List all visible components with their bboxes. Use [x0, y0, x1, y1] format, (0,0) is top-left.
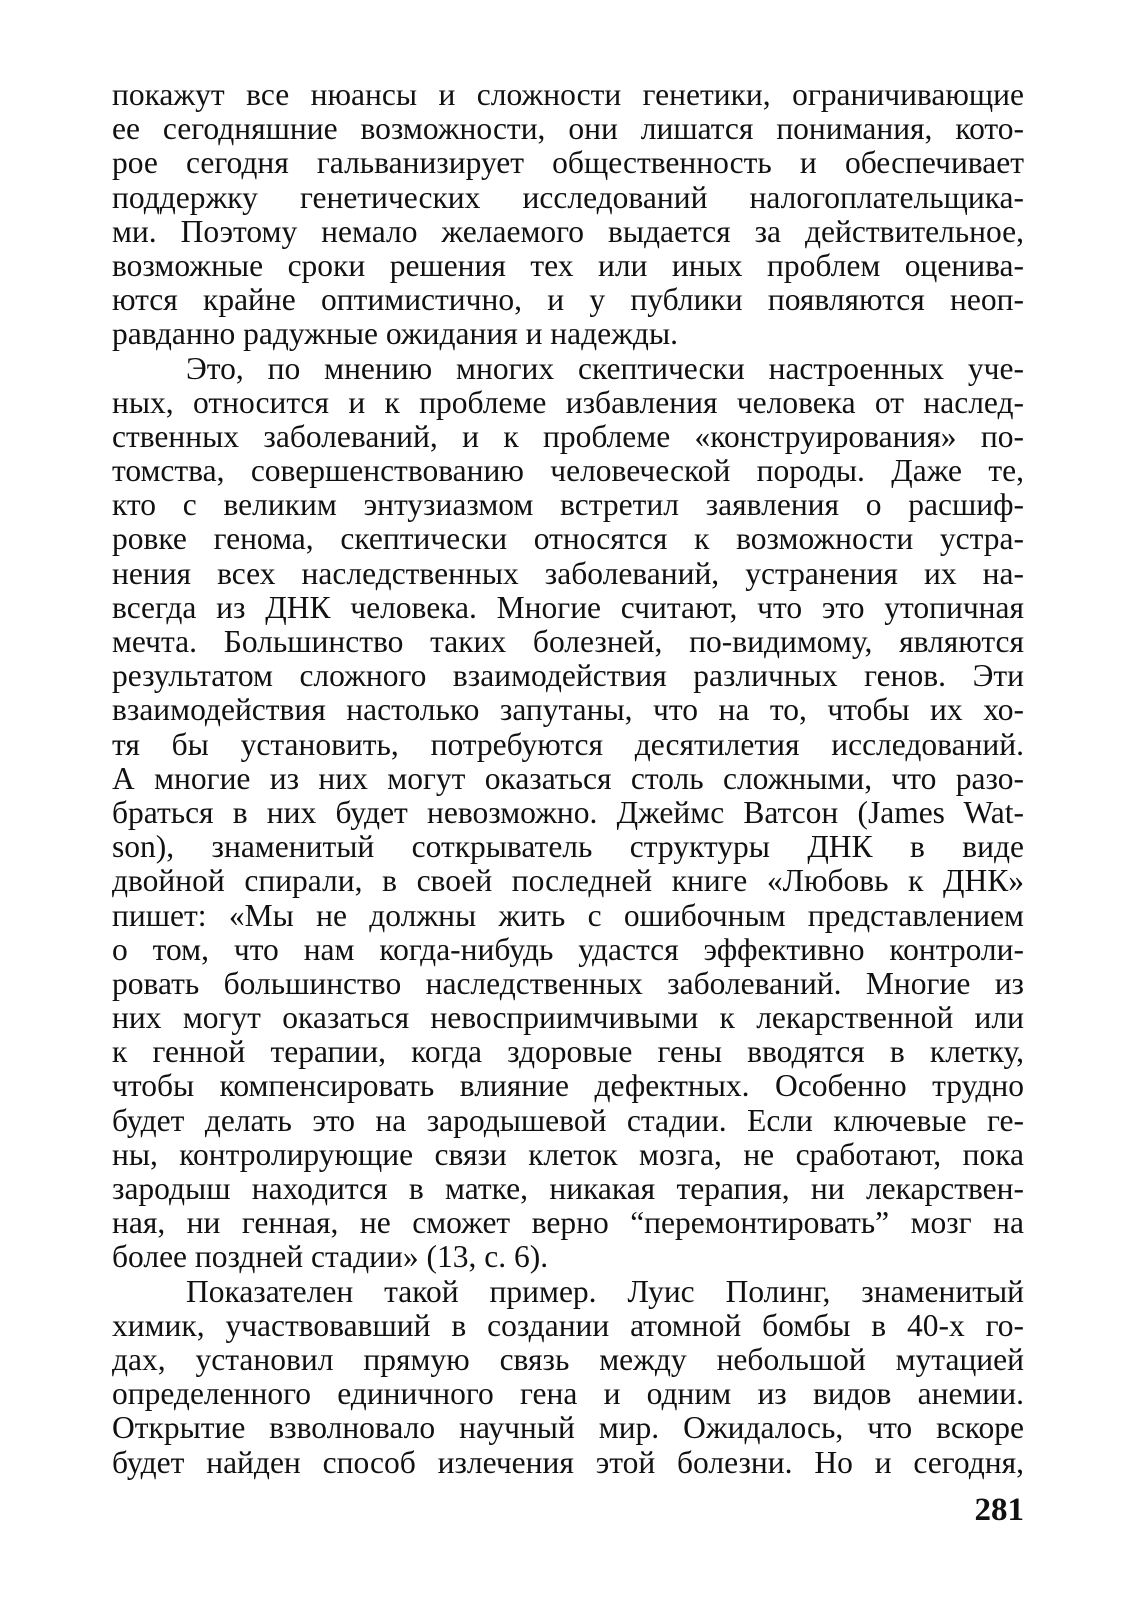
text-line: ных, относится и к проблеме избавления человека от наслед-: [112, 385, 1024, 420]
text-line: мечта. Большинство таких болезней, по-видимому, являются: [112, 625, 1024, 659]
text-line: них могут оказаться невосприимчивыми к лекарственной или: [112, 1001, 1024, 1036]
text-line: покажут все нюансы и сложности генетики, ограничивающие: [112, 78, 1024, 112]
text-line: ровке генома, скептически относятся к возможности устра-: [112, 522, 1024, 557]
text-line: чтобы компенсировать влияние дефектных. Особенно трудно: [112, 1069, 1024, 1104]
text-line: ная, ни генная, не сможет верно “перемонтировать” мозг на: [112, 1206, 1024, 1241]
text-line: ственных заболеваний, и к проблеме «конструирования» по-: [112, 419, 1024, 454]
text-line: определенного единичного гена и одним из видов анемии.: [112, 1377, 1024, 1412]
text-line: тя бы установить, потребуются десятилетия исследований.: [112, 727, 1024, 762]
text-line: результатом сложного взаимодействия различных генов. Эти: [112, 659, 1024, 694]
text-line: к генной терапии, когда здоровые гены вводятся в клетку,: [112, 1035, 1024, 1070]
text-line: кто с великим энтузиазмом встретил заявления о расшиф-: [112, 488, 1024, 523]
text-line: нения всех наследственных заболеваний, устранения их на-: [112, 556, 1024, 591]
text-line: зародыш находится в матке, никакая терапия, ни лекарствен-: [112, 1172, 1024, 1206]
text-line: всегда из ДНК человека. Многие считают, что это утопичная: [112, 590, 1024, 625]
text-line: ровать большинство наследственных заболеваний. Многие из: [112, 966, 1024, 1001]
text-line: о том, что нам когда-нибудь удастся эффективно контроли-: [112, 932, 1024, 967]
text-line: Показателен такой пример. Луис Полинг, знаменитый: [186, 1274, 1024, 1309]
text-line: браться в них будет невозможно. Джеймс Ватсон (James Wat-: [112, 795, 1024, 830]
text-line: взаимодействия настолько запутаны, что на то, чтобы их хо-: [112, 693, 1024, 728]
text-line: будет найден способ излечения этой болезни. Но и сегодня,: [112, 1445, 1024, 1480]
text-line: томства, совершенствованию человеческой породы. Даже те,: [112, 454, 1024, 489]
text-line: son), знаменитый соткрыватель структуры ДНК в виде: [112, 830, 1024, 865]
text-line: ются крайне оптимистично, и у публики появляются неоп-: [112, 283, 1024, 318]
text-line: дах, установил прямую связь между небольшой мутацией: [112, 1342, 1024, 1377]
text-line: двойной спирали, в своей последней книге «Любовь к ДНК»: [112, 864, 1024, 899]
text-line: пишет: «Мы не должны жить с ошибочным представлением: [112, 898, 1024, 933]
page-number: 281: [974, 1492, 1024, 1528]
text-line: возможные сроки решения тех или иных проблем оценива-: [112, 248, 1024, 283]
text-line: поддержку генетических исследований налогоплательщика-: [112, 180, 1024, 215]
paragraph: [112, 352, 1024, 1275]
text-line: равданно радужные ожидания и надежды.: [112, 317, 678, 352]
text-line: химик, участвовавший в создании атомной бомбы в 40-х го-: [112, 1308, 1024, 1343]
text-line: ны, контролирующие связи клеток мозга, не сработают, пока: [112, 1137, 1024, 1172]
text-line: Это, по мнению многих скептически настроенных уче-: [186, 351, 1024, 386]
text-line: Открытие взволновало научный мир. Ожидалось, что вскоре: [112, 1411, 1024, 1446]
paragraph: [112, 78, 1024, 352]
text-line: А многие из них могут оказаться столь сложными, что разо-: [112, 761, 1024, 796]
text-line: ми. Поэтому немало желаемого выдается за действительное,: [112, 214, 1024, 249]
text-line: более поздней стадии» (13, с. 6).: [112, 1240, 549, 1275]
text-line: будет делать это на зародышевой стадии. Если ключевые ге-: [112, 1103, 1024, 1138]
text-line: ее сегодняшние возможности, они лишатся понимания, кото-: [112, 112, 1024, 147]
text-line: рое сегодня гальванизирует общественность и обеспечивает: [112, 146, 1024, 181]
page-text: [112, 78, 1024, 1480]
paragraph: [112, 1275, 1024, 1480]
